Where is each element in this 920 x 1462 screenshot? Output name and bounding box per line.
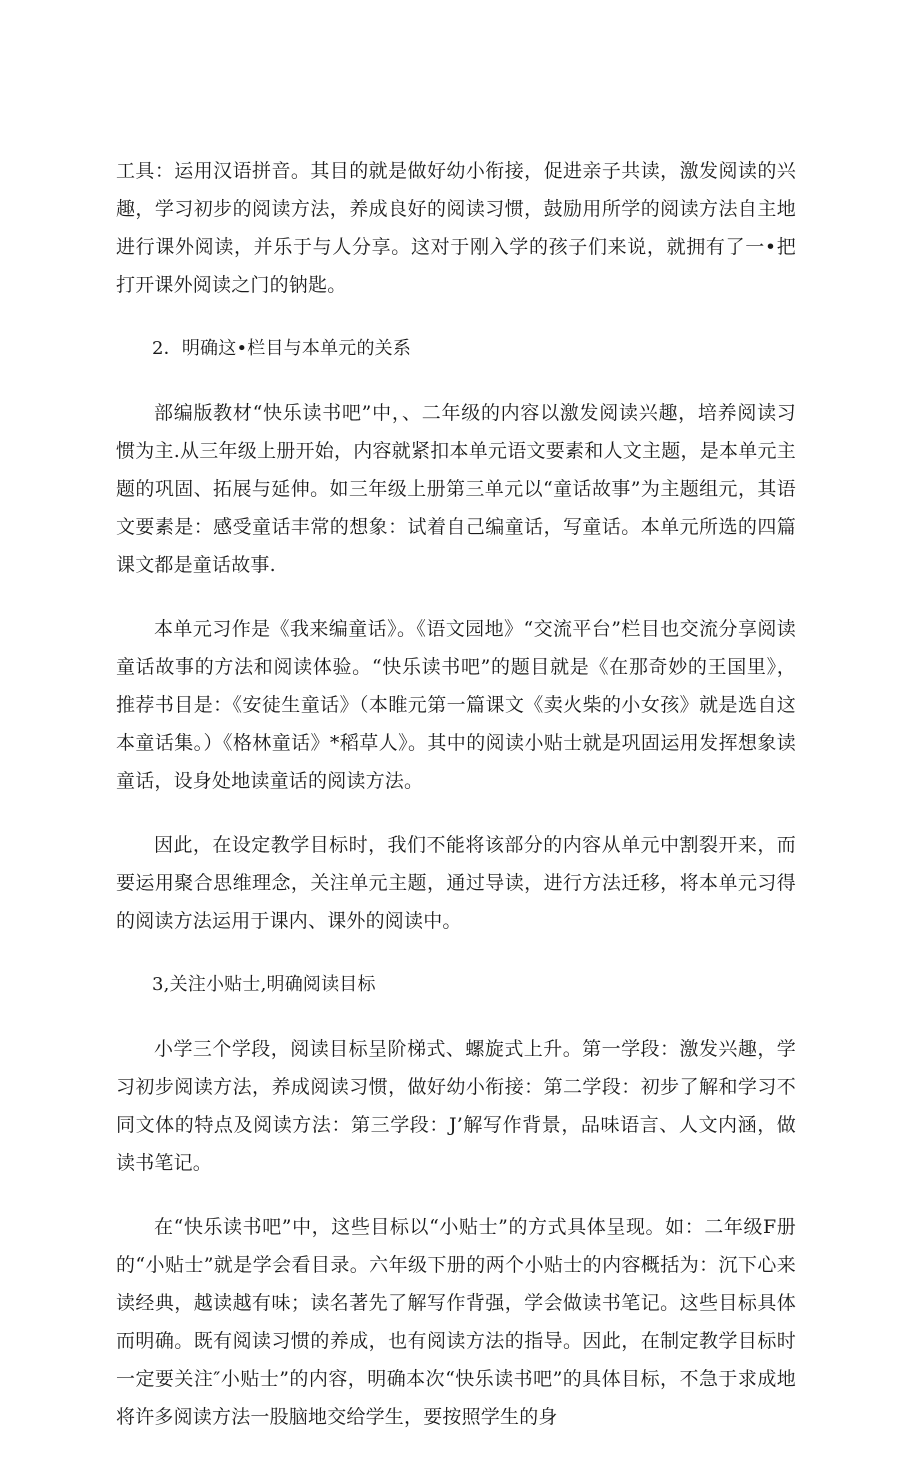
paragraph-section3-2: 在“快乐读书吧”中，这些目标以“小贴士”的方式具体呈现。如：二年级F册的“小贴士”就是学会看目录。六年级下册的两个小贴士的内容概括为：沉下心来读经典，越读越有味；读名著先了解写作背强，学会做读书笔记。这些目标具体而明确。既有阅读习惯的养成，也有阅读方法的指导。因此，在制定教学目标时一定要关注″小贴士”的内容，明确本次“快乐读书吧”的具体目标，不急于求成地将许多阅读方法一股脑地交给学生，要按照学生的身: [116, 1216, 796, 1428]
paragraph-section2-3: 因此，在设定教学目标时，我们不能将该部分的内容从单元中割裂开来，而要运用聚合思维理念，关注单元主题，通过导读，进行方法迁移，将本单元习得的阅读方法运用于课内、课外的阅读中。: [116, 834, 796, 932]
paragraph-section2-1: 部编版教材“快乐读书吧”中，、二年级的内容以激发阅读兴趣，培养阅读习惯为主.从三年级上册开始，内容就紧扣本单元语文要素和人文主题，是本单元主题的巩固、拓展与延伸。如三年级上册第三单元以“童话故事”为主题组元，其语文要素是：感受童话丰常的想象：试着自己编童话，写童话。本单元所选的四篇课文都是童话故事.: [116, 402, 796, 576]
paragraph-intro-continuation: 工具：运用汉语拼音。其目的就是做好幼小衔接，促进亲子共读，激发阅读的兴趣，学习初步的阅读方法，养成良好的阅读习惯，鼓励用所学的阅读方法自主地进行课外阅读，并乐于与人分享。这对于刚入学的孩子们来说，就拥有了一•把打开课外阅读之门的钠匙。: [116, 160, 796, 296]
paragraph-section2-2: 本单元习作是《我来编童话》。《语文园地》“交流平台”栏目也交流分享阅读童话故事的方法和阅读体验。“快乐读书吧”的题目就是《在那奇妙的王国里》，推荐书目是：《安徒生童话》（本睢元第一篇课文《卖火柴的小女孩》就是选自这本童话集。）《格林童话》*稻草人》。其中的阅读小贴士就是巩固运用发挥想象读童话，设身处地读童话的阅读方法。: [116, 618, 796, 792]
paragraph-section3-1: 小学三个学段，阅读目标呈阶梯式、螺旋式上升。第一学段：激发兴趣，学习初步阅读方法，养成阅读习惯，做好幼小衔接：第二学段：初步了解和学习不同文体的特点及阅读方法：第三学段：J’解写作背景，品味语言、人文内涵，做读书笔记。: [116, 1038, 796, 1174]
section-heading-3: 3,关注小贴士,明确阅读目标: [152, 974, 376, 995]
section-heading-2: 2．明确这•栏目与本单元的关系: [152, 338, 412, 359]
document-body: [116, 152, 796, 1462]
